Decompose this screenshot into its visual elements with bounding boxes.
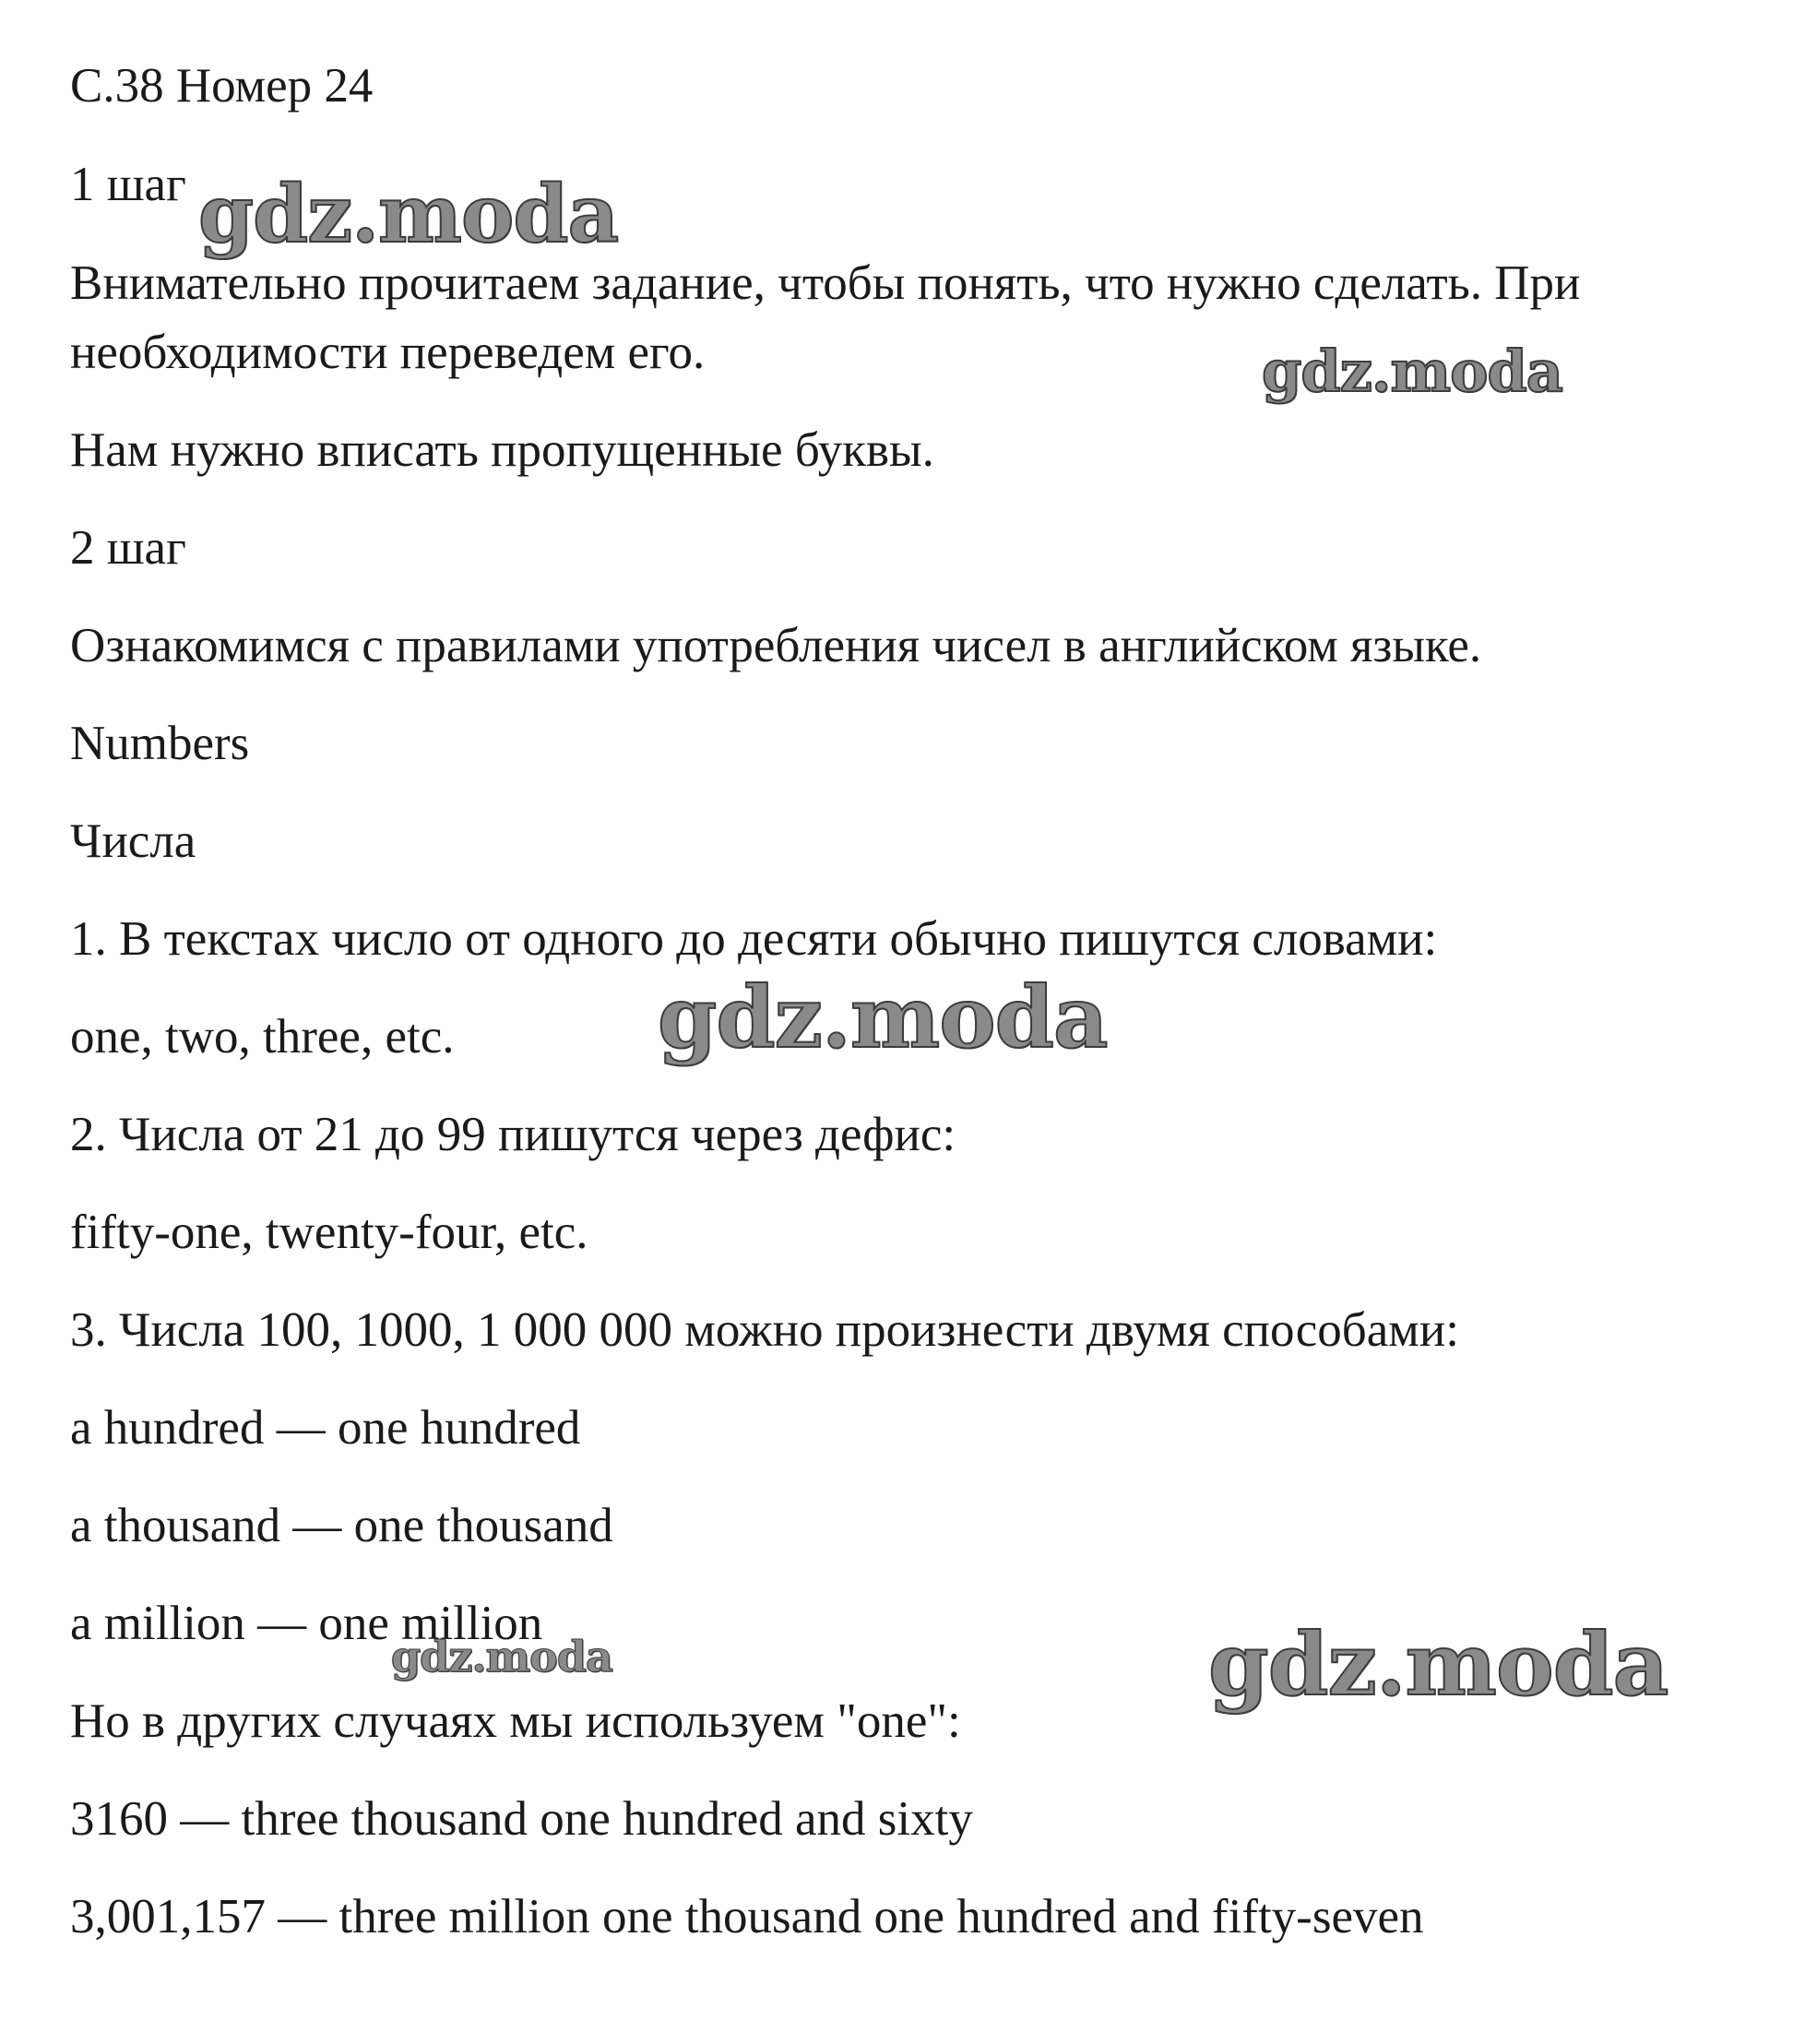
watermark: gdz.moda bbox=[198, 168, 619, 261]
text-line: Нам нужно вписать пропущенные буквы. bbox=[70, 423, 934, 477]
example-1: one, two, three, etc. bbox=[70, 1010, 455, 1064]
rule-2: 2. Числа от 21 до 99 пишутся через дефис: bbox=[70, 1108, 956, 1161]
text-line: Ознакомимся с правилами употребления чисел в английском языке. bbox=[70, 619, 1482, 672]
example-3c: a million — one million bbox=[70, 1597, 543, 1650]
example-3b: a thousand — one thousand bbox=[70, 1499, 613, 1552]
rule-1: 1. В текстах число от одного до десяти обычно пишутся словами: bbox=[70, 912, 1438, 966]
example-2: fifty-one, twenty-four, etc. bbox=[70, 1206, 588, 1259]
text-line: Но в других случаях мы используем "one": bbox=[70, 1694, 961, 1748]
watermark: gdz.moda bbox=[391, 1632, 612, 1682]
page-title: С.38 Номер 24 bbox=[70, 59, 374, 113]
watermark: gdz.moda bbox=[1262, 338, 1562, 405]
watermark: gdz.moda bbox=[1208, 1614, 1668, 1716]
step-1-heading: 1 шаг bbox=[70, 158, 186, 211]
example-4b: 3,001,157 — three million one thousand one hundred and fifty-seven bbox=[70, 1890, 1424, 1943]
text-line: необходимости переведем его. bbox=[70, 326, 706, 379]
rule-3: 3. Числа 100, 1000, 1 000 000 можно произнести двумя способами: bbox=[70, 1303, 1459, 1357]
example-3a: a hundred — one hundred bbox=[70, 1401, 581, 1455]
section-heading-en: Numbers bbox=[70, 717, 250, 770]
text-line: Внимательно прочитаем задание, чтобы понять, что нужно сделать. При bbox=[70, 256, 1581, 310]
step-2-heading: 2 шаг bbox=[70, 521, 186, 575]
example-4a: 3160 — three thousand one hundred and sixty bbox=[70, 1792, 973, 1846]
section-heading-ru: Числа bbox=[70, 814, 196, 868]
watermark: gdz.moda bbox=[658, 968, 1108, 1067]
